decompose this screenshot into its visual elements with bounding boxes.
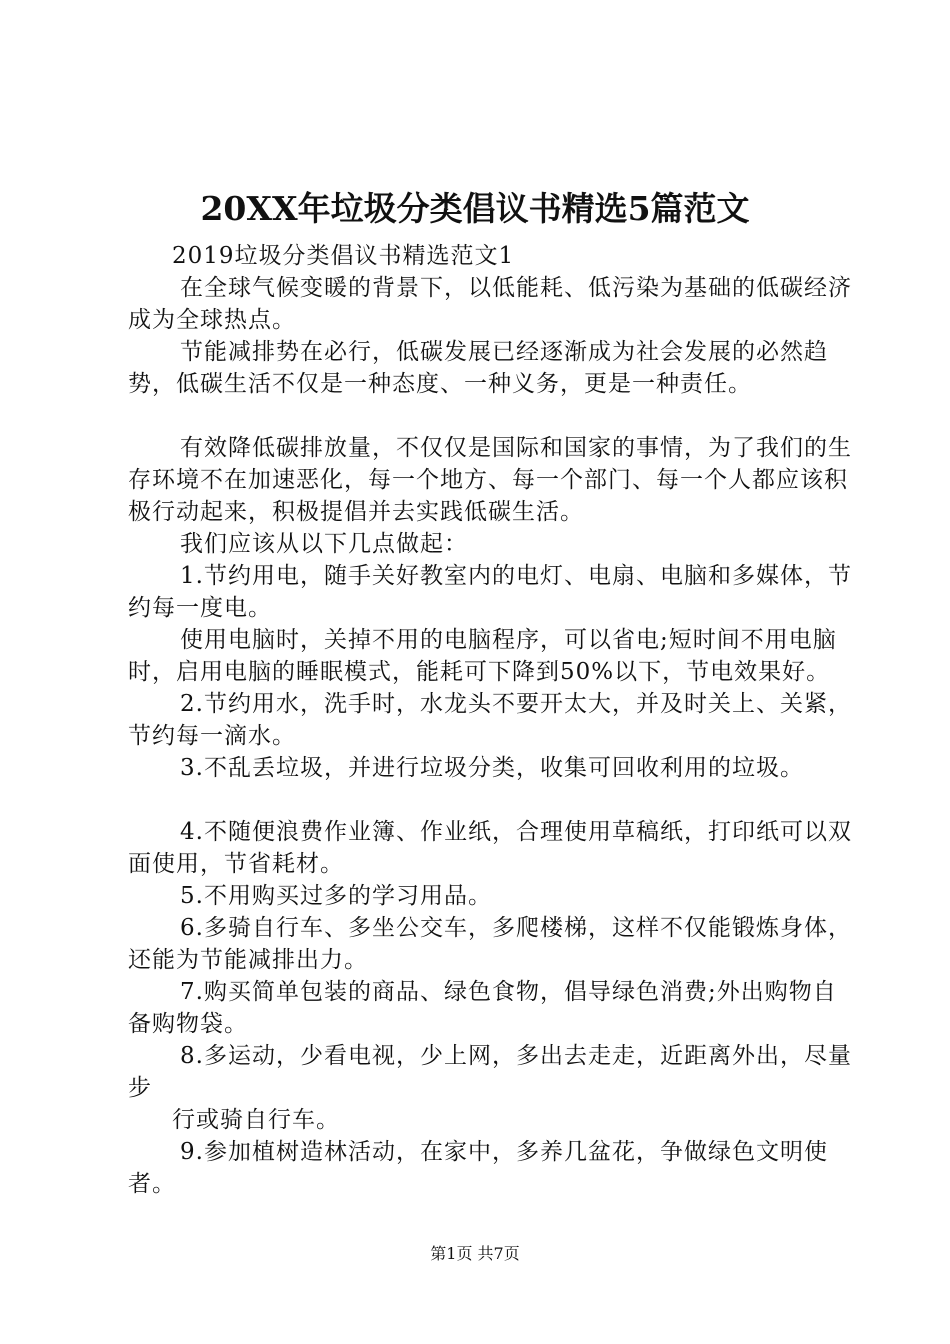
paragraph: 7.购买简单包装的商品、绿色食物，倡导绿色消费;外出购物自备购物袋。: [128, 979, 837, 1037]
document-body: [128, 240, 858, 1200]
paragraph: 4.不随便浪费作业簿、作业纸，合理使用草稿纸，打印纸可以双面使用，节省耗材。: [128, 819, 852, 877]
paragraph: 1.节约用电，随手关好教室内的电灯、电扇、电脑和多媒体，节约每一度电。: [128, 563, 852, 621]
paragraph: 3.不乱丢垃圾，并进行垃圾分类，收集可回收利用的垃圾。: [180, 755, 804, 781]
paragraph: 8.多运动，少看电视，少上网，多出去走走，近距离外出，尽量步: [128, 1043, 852, 1101]
paragraph: 使用电脑时，关掉不用的电脑程序，可以省电;短时间不用电脑时，启用电脑的睡眠模式，能耗可下降到50%以下，节电效果好。: [128, 627, 837, 685]
paragraph: 我们应该从以下几点做起：: [180, 531, 468, 557]
paragraph: 节能减排势在必行，低碳发展已经逐渐成为社会发展的必然趋势，低碳生活不仅是一种态度、一种义务，更是一种责任。: [128, 339, 828, 397]
paragraph: 5.不用购买过多的学习用品。: [180, 883, 492, 909]
paragraph: 行或骑自行车。: [172, 1107, 340, 1133]
paragraph: 6.多骑自行车、多坐公交车，多爬楼梯，这样不仅能锻炼身体，还能为节能减排出力。: [128, 915, 852, 973]
paragraph: 有效降低碳排放量，不仅仅是国际和国家的事情，为了我们的生存环境不在加速恶化，每一个地方、每一个部门、每一个人都应该积极行动起来，积极提倡并去实践低碳生活。: [128, 435, 852, 525]
page-number-footer: 第1页 共7页: [430, 1244, 520, 1263]
paragraph: 2019垃圾分类倡议书精选范文1: [172, 243, 515, 269]
document-title: 20XX年垃圾分类倡议书精选5篇范文: [200, 189, 750, 228]
paragraph: 在全球气候变暖的背景下，以低能耗、低污染为基础的低碳经济成为全球热点。: [128, 275, 852, 333]
paragraph: 9.参加植树造林活动，在家中，多养几盆花，争做绿色文明使者。: [128, 1139, 828, 1197]
paragraph: 2.节约用水，洗手时，水龙头不要开太大，并及时关上、关紧，节约每一滴水。: [128, 691, 852, 749]
